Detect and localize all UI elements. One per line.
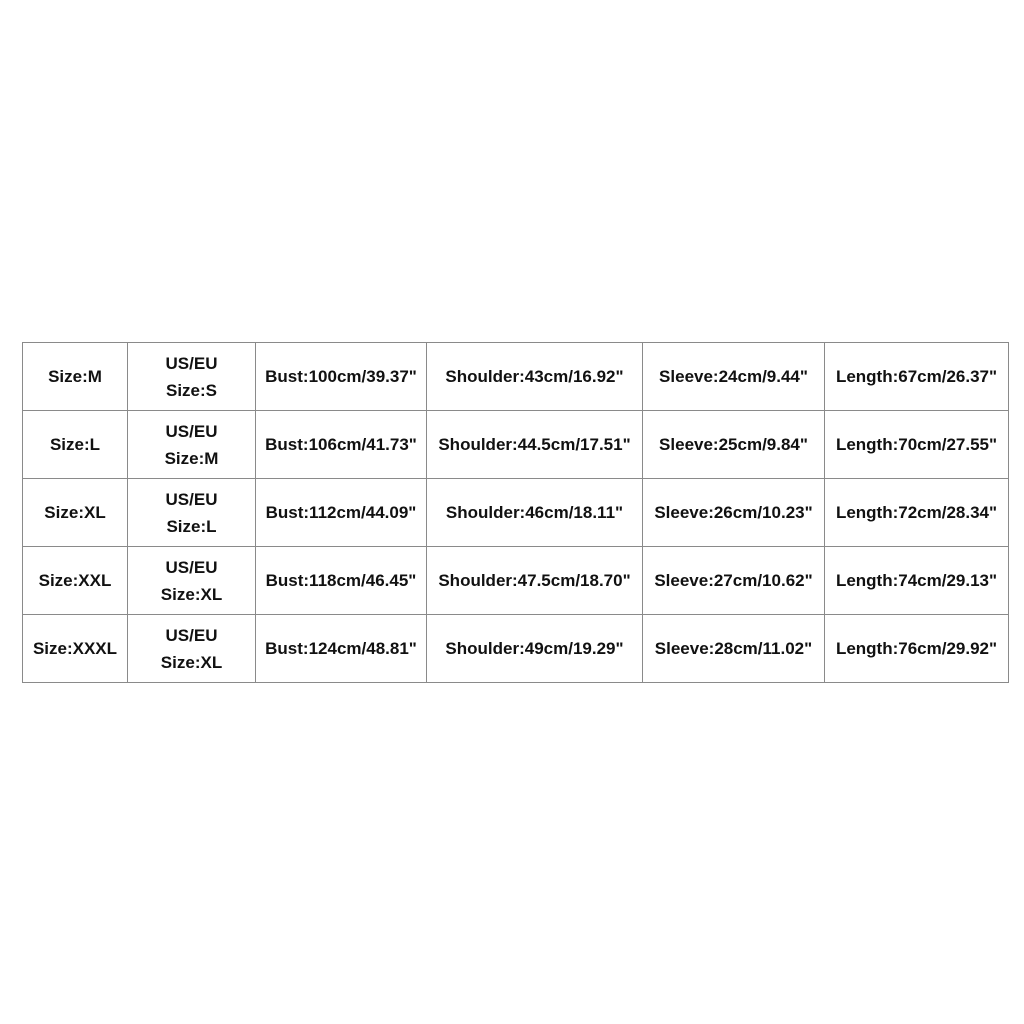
sleeve-value: Sleeve:25cm/9.84": [659, 435, 808, 454]
size-label: Size:L: [49, 435, 101, 454]
shoulder-value: Shoulder:43cm/16.92": [445, 367, 624, 386]
us-eu-size-label: Size:XL: [160, 652, 223, 672]
length-cell: [825, 411, 1009, 479]
sleeve-value: Sleeve:24cm/9.44": [659, 367, 808, 386]
shoulder-cell: [427, 479, 643, 547]
bust-value: Bust:100cm/39.37": [265, 367, 417, 386]
us-eu-size-cell: [128, 479, 256, 547]
size-label: Size:XXXL: [32, 639, 118, 658]
table-row: [23, 615, 1009, 683]
length-cell: [825, 479, 1009, 547]
bust-cell: [256, 343, 427, 411]
size-cell: [23, 411, 128, 479]
us-eu-label: US/EU: [165, 557, 218, 577]
sleeve-value: Sleeve:28cm/11.02": [654, 639, 813, 658]
us-eu-label: US/EU: [165, 353, 218, 373]
bust-cell: [256, 479, 427, 547]
shoulder-cell: [427, 547, 643, 615]
size-cell: [23, 479, 128, 547]
size-cell: [23, 615, 128, 683]
sleeve-cell: [643, 343, 825, 411]
size-label: Size:XXL: [38, 571, 112, 590]
bust-value: Bust:106cm/41.73": [265, 435, 417, 454]
bust-cell: [256, 547, 427, 615]
table-row: [23, 547, 1009, 615]
us-eu-size-label: Size:XL: [160, 584, 223, 604]
us-eu-label: US/EU: [165, 421, 218, 441]
us-eu-size-label: Size:L: [166, 516, 217, 536]
length-cell: [825, 547, 1009, 615]
sleeve-cell: [643, 411, 825, 479]
size-label: Size:XL: [44, 503, 106, 522]
shoulder-cell: [427, 411, 643, 479]
us-eu-size-label: Size:S: [165, 380, 218, 400]
table-row: [23, 343, 1009, 411]
bust-cell: [256, 411, 427, 479]
length-cell: [825, 343, 1009, 411]
bust-cell: [256, 615, 427, 683]
size-cell: [23, 547, 128, 615]
shoulder-value: Shoulder:47.5cm/18.70": [438, 571, 631, 590]
bust-value: Bust:124cm/48.81": [265, 639, 417, 658]
us-eu-size-cell: [128, 615, 256, 683]
bust-value: Bust:112cm/44.09": [265, 503, 417, 522]
shoulder-value: Shoulder:49cm/19.29": [445, 639, 624, 658]
sleeve-cell: [643, 479, 825, 547]
us-eu-label: US/EU: [165, 625, 218, 645]
table-row: [23, 479, 1009, 547]
table-row: [23, 411, 1009, 479]
shoulder-cell: [427, 343, 643, 411]
size-chart-table: [22, 342, 1009, 683]
length-value: Length:72cm/28.34": [835, 503, 998, 522]
size-cell: [23, 343, 128, 411]
shoulder-cell: [427, 615, 643, 683]
us-eu-size-cell: [128, 411, 256, 479]
sleeve-value: Sleeve:27cm/10.62": [654, 571, 813, 590]
sleeve-cell: [643, 615, 825, 683]
us-eu-label: US/EU: [165, 489, 218, 509]
shoulder-value: Shoulder:44.5cm/17.51": [438, 435, 631, 454]
length-value: Length:76cm/29.92": [835, 639, 998, 658]
us-eu-size-cell: [128, 343, 256, 411]
length-value: Length:74cm/29.13": [835, 571, 998, 590]
shoulder-value: Shoulder:46cm/18.11": [445, 503, 624, 522]
bust-value: Bust:118cm/46.45": [265, 571, 417, 590]
sleeve-value: Sleeve:26cm/10.23": [654, 503, 813, 522]
size-label: Size:M: [48, 367, 102, 386]
us-eu-size-cell: [128, 547, 256, 615]
length-value: Length:70cm/27.55": [835, 435, 998, 454]
sleeve-cell: [643, 547, 825, 615]
length-cell: [825, 615, 1009, 683]
length-value: Length:67cm/26.37": [835, 367, 998, 386]
us-eu-size-label: Size:M: [164, 448, 219, 468]
